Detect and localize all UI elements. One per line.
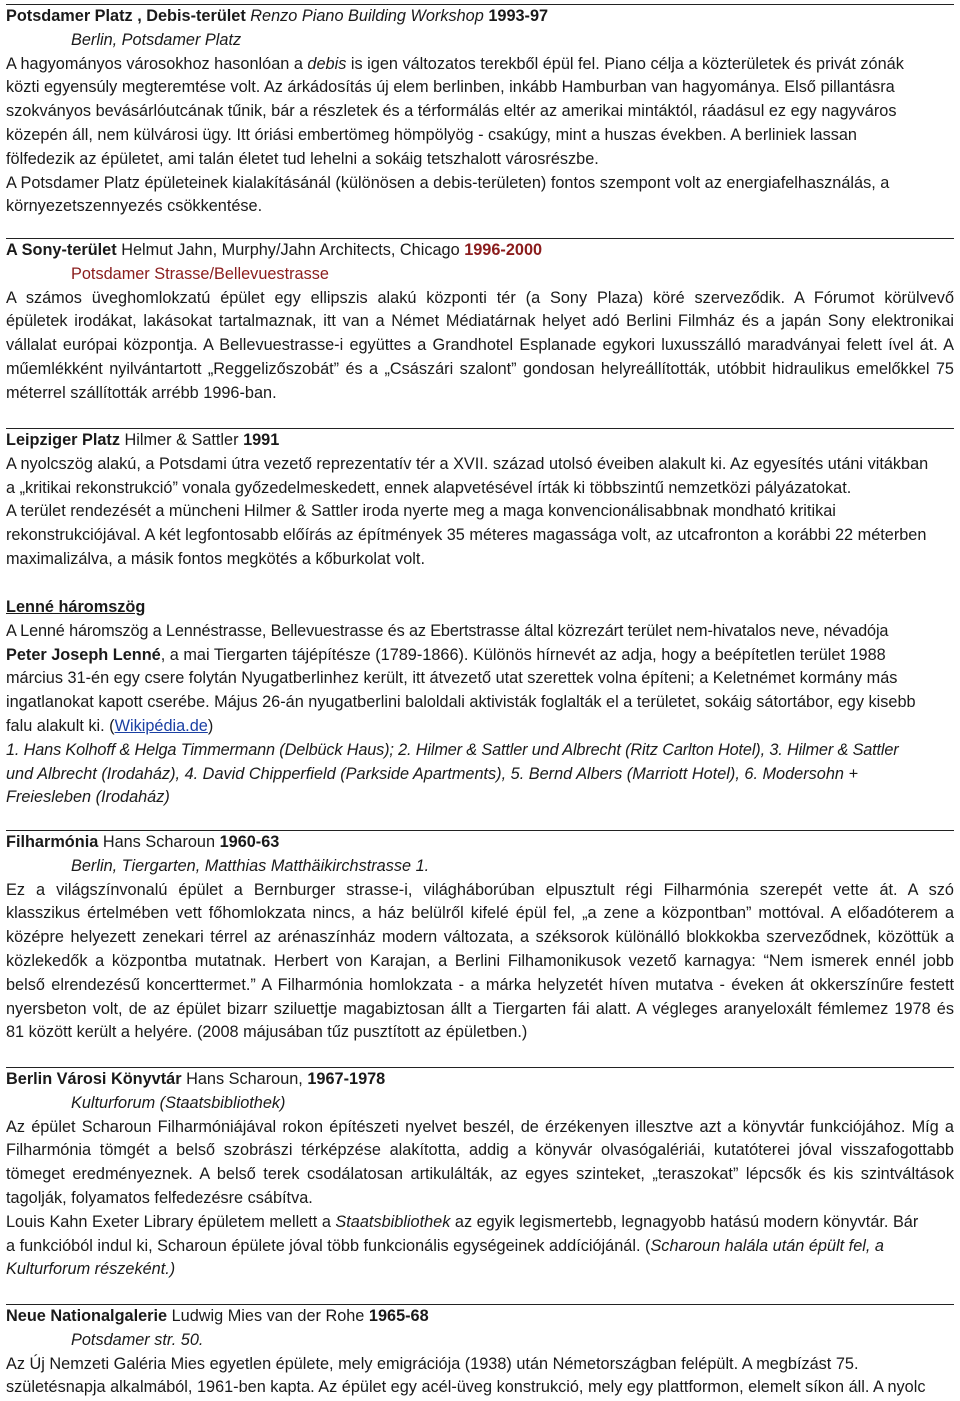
body-line: klasszikus értelmében vett főhomlokzata nincs, a ház belülről kifelé épül fel, „a zene a központban” mottóval. A előadóterem a: [6, 904, 954, 923]
body-line: Az épület Scharoun Filharmóniájával rokon építészeti nyelvet beszél, de érzékenyen illesztve azt a könyvtár funkciójához. Míg a: [6, 1117, 954, 1136]
location: Berlin, Tiergarten, Matthias Matthäikirchstrasse 1.: [71, 856, 430, 875]
building-title: Lenné háromszög: [6, 598, 146, 616]
body-line: közepén áll, nem külvárosi ügy. Itt óriási embertömeg hömpölyög - csakúgy, mint a huszas években. A berliniek lassan: [6, 125, 857, 144]
body-line: belső elrendezésű koncerttermet.” A Filharmónia homlokzata - a márka helyzetét híven mutatva - éveken át okkerszínűre festett: [6, 975, 954, 994]
body-line: tagolják, folyamatos felfedezésre csábítva.: [6, 1188, 313, 1207]
section-potsdamer-platz: [6, 4, 954, 219]
architect-list-line: Freiesleben (Irodaház): [6, 788, 170, 807]
person-name: Peter Joseph Lenné: [6, 645, 161, 664]
body-line: középre helyezett zenekari térrel az arénaszínház modern változata, a széksorok különálló blokkokba szerveződnek, közöttük a: [6, 928, 954, 947]
body-line: műemlékként nyilvántartott „Reggelizőszobát” és a „Császári szalont” gondosan helyreállították, utóbbit hidraulikus emelőkkel 75: [6, 359, 954, 378]
body-line: születésnapja alkalmából, 1961-ben kapta. Az épület egy acél-üveg konstrukció, mely egy plattformon, elemelt síkon áll. A nyolc: [6, 1378, 926, 1397]
building-title: A Sony-terület: [6, 241, 117, 259]
body-line: maximalizálva, a másik fontos megkötés a kőburkolat volt.: [6, 549, 425, 568]
architect: Hans Scharoun,: [186, 1070, 303, 1088]
building-title: Filharmónia: [6, 833, 99, 851]
years: 1993-97: [488, 7, 549, 25]
years: 1965-68: [368, 1307, 429, 1325]
architect: Helmut Jahn, Murphy/Jahn Architects, Chicago: [121, 241, 460, 259]
body-line: A számos üveghomlokzatú épület egy ellipszis alakú központi tér (a Sony Plaza) köré szerveződik. A Fórumot körülvevő: [6, 288, 954, 307]
section-heading: [6, 1305, 954, 1329]
section-neue-nationalgalerie: [6, 1304, 954, 1400]
body-line: A Lenné háromszög a Lennéstrasse, Bellevuestrasse és az Ebertstrasse által közrezárt terület nem-hivatalos neve, névadója: [6, 621, 889, 640]
body-line: Filharmónia tömgét a belső szobrászi térképzése alakította, addig a könyvár olvasógalériái, kutatóterei jóval visszafogottabb: [6, 1141, 954, 1160]
architect: Hans Scharoun: [102, 833, 216, 851]
body-line: A Potsdamer Platz épületeinek kialakításánál (különösen a debis-területen) fontos szempont volt az energiafelhasználás, a: [6, 173, 890, 192]
section-heading: [6, 239, 954, 263]
body-line: a „kritikai rekonstrukció” vonala győzedelmeskedett, ennek alapvetésével írták ki többszintű nemzetközi pályázatokat.: [6, 478, 852, 497]
body-line: méterrel szállították arrébb 1996-ban.: [6, 383, 277, 402]
body-line: Kulturforum részeként.): [6, 1260, 176, 1279]
body-line: fölfedezik az épületet, ami talán életet tud lehelni a sokáig tetszhalott városrészbe.: [6, 149, 599, 168]
body-line: épületek irodákat, lakásokat tartalmaznak, itt van a Német Médiatárnak helyet adó Berlini Filmház és a japán Sony elektronikai: [6, 312, 954, 331]
body-line: Ez a világszínvonalú épület a Bernburger strasse-i, világháborúban elpusztult régi Filharmónia szerepét vette át. A szó: [6, 880, 954, 899]
body-line: közti egyensúly megteremtése volt. Az árkádosítás új elem berlinben, inkább Hamburban van hagyománya. Első pillantásra: [6, 78, 895, 97]
section-heading: [6, 596, 954, 620]
body-line: ingatlanokat kapott cserébe. Május 26-án nyugatberlini baloldali aktivisták foglalták el a területet, sokáig sátortábor, egy kisebb: [6, 693, 916, 712]
architect: Ludwig Mies van der Rohe: [171, 1307, 365, 1325]
section-heading: [6, 429, 954, 453]
architect: Hilmer & Sattler: [124, 431, 239, 449]
body-line: tömeget eredményeznek. A belső terek csodálatosan artikulálták, az egyes szinteket, „teraszokat” lépcsők és kis szintváltások: [6, 1165, 954, 1184]
building-title: Leipziger Platz: [6, 431, 120, 449]
body-line: falu alakult ki. (Wikipédia.de): [6, 716, 214, 735]
years: 1967-1978: [307, 1070, 386, 1088]
body-line: nyersbeton volt, de az épület bizarr sziluettje magabiztosan állt a Tiergarten fái alatt. A végleges aranyeloxált fémlemez 1978 és: [6, 999, 954, 1018]
body-line: március 31-én egy csere folytán Nyugatberlinhez került, itt átvezető utat szerettek volna építeni; a Keletnémet kormány más: [6, 669, 898, 688]
section-filharmonia: [6, 830, 954, 1045]
building-title: Neue Nationalgalerie: [6, 1307, 168, 1325]
body-line: Peter Joseph Lenné, a mai Tiergarten tájépítésze (1789-1866). Különös hírnevét az adja, hogy a beépítetlen terület 1988: [6, 645, 886, 664]
body-line: környezetszennyezés csökkentése.: [6, 197, 263, 216]
section-heading: [6, 5, 954, 29]
body-line: Louis Kahn Exeter Library épületem mellett a Staatsbibliothek az egyik legismertebb, legnagyobb hatású modern könyvtár. Bár: [6, 1212, 919, 1231]
section-leipziger-platz: [6, 428, 954, 572]
years: 1996-2000: [464, 241, 543, 259]
section-lenne-haromszog: [6, 596, 954, 810]
body-line: rekonstrukciójával. A két legfontosabb előírás az építmények 35 méteres magassága volt, az utcafronton a korábbi 22 méterben: [6, 526, 927, 545]
architect-list-line: und Albrecht (Irodaház), 4. David Chipperfield (Parkside Apartments), 5. Bernd Albers (Marriott Hotel), 6. Modersohn +: [6, 764, 858, 783]
location: Berlin, Potsdamer Platz: [71, 30, 242, 49]
body-line: vállalat európai központja. A Bellevuestrasse-i együttes a Grandhotel Esplanade egykori luxusszálló maradványai felett ível át. A: [6, 336, 954, 355]
body-line: 81 között került a helyére. (2008 májusában tűz pusztított az épületben.): [6, 1023, 528, 1042]
location: Potsdamer str. 50.: [71, 1330, 204, 1349]
years: 1960-63: [219, 833, 280, 851]
section-berlin-varosi-konyvtar: [6, 1067, 954, 1282]
body-line: a funkcióból indul ki, Scharoun épülete jóval több funkcionális egységeinek addíciójánál. (Scharoun halála után épült fel, a: [6, 1236, 884, 1255]
building-title: Berlin Városi Könyvtár: [6, 1070, 182, 1088]
body-line: A nyolcszög alakú, a Potsdami útra vezető reprezentatív tér a XVII. század utolsó éveiben alakult ki. Az egyesítés utáni vitákban: [6, 454, 929, 473]
body-line: közlekedők a központba mutatnak. Herbert von Karajan, a Berlini Filhamonikusok vezető karnagya: “Nem ismerek ennél jobb: [6, 951, 954, 970]
years: 1991: [243, 431, 280, 449]
section-sony-terulet: [6, 238, 954, 406]
body-line: szokványos bevásárlóutcának tűnik, bár a részletek és a térformálás eltér az amerikai mintáktól, ráadásul ez egy nagyváros: [6, 102, 897, 121]
location: Kulturforum (Staatsbibliothek): [71, 1093, 286, 1112]
architect-list-line: 1. Hans Kolhoff & Helga Timmermann (Delbück Haus); 2. Hilmer & Sattler und Albrecht (Ritz Carlton Hotel), 3. Hilmer & Sattler: [6, 740, 899, 759]
building-title: Potsdamer Platz , Debis-terület: [6, 7, 246, 25]
body-line: Az Új Nemzeti Galéria Mies egyetlen épülete, mely emigrációja (1938) után Németországban felépült. A megbízást 75.: [6, 1354, 859, 1373]
section-heading: [6, 1068, 954, 1092]
body-line: A hagyományos városokhoz hasonlóan a debis is igen változatos terekből épül fel. Piano célja a közterületek és privát zónák: [6, 54, 904, 73]
body-line: A terület rendezését a müncheni Hilmer & Sattler iroda nyerte meg a maga konvencionálisabbnak mondható kritikai: [6, 502, 836, 521]
architect: Renzo Piano Building Workshop: [250, 7, 484, 25]
location: Potsdamer Strasse/Bellevuestrasse: [71, 264, 329, 283]
section-heading: [6, 831, 954, 855]
wikipedia-link[interactable]: Wikipédia.de: [114, 716, 208, 735]
